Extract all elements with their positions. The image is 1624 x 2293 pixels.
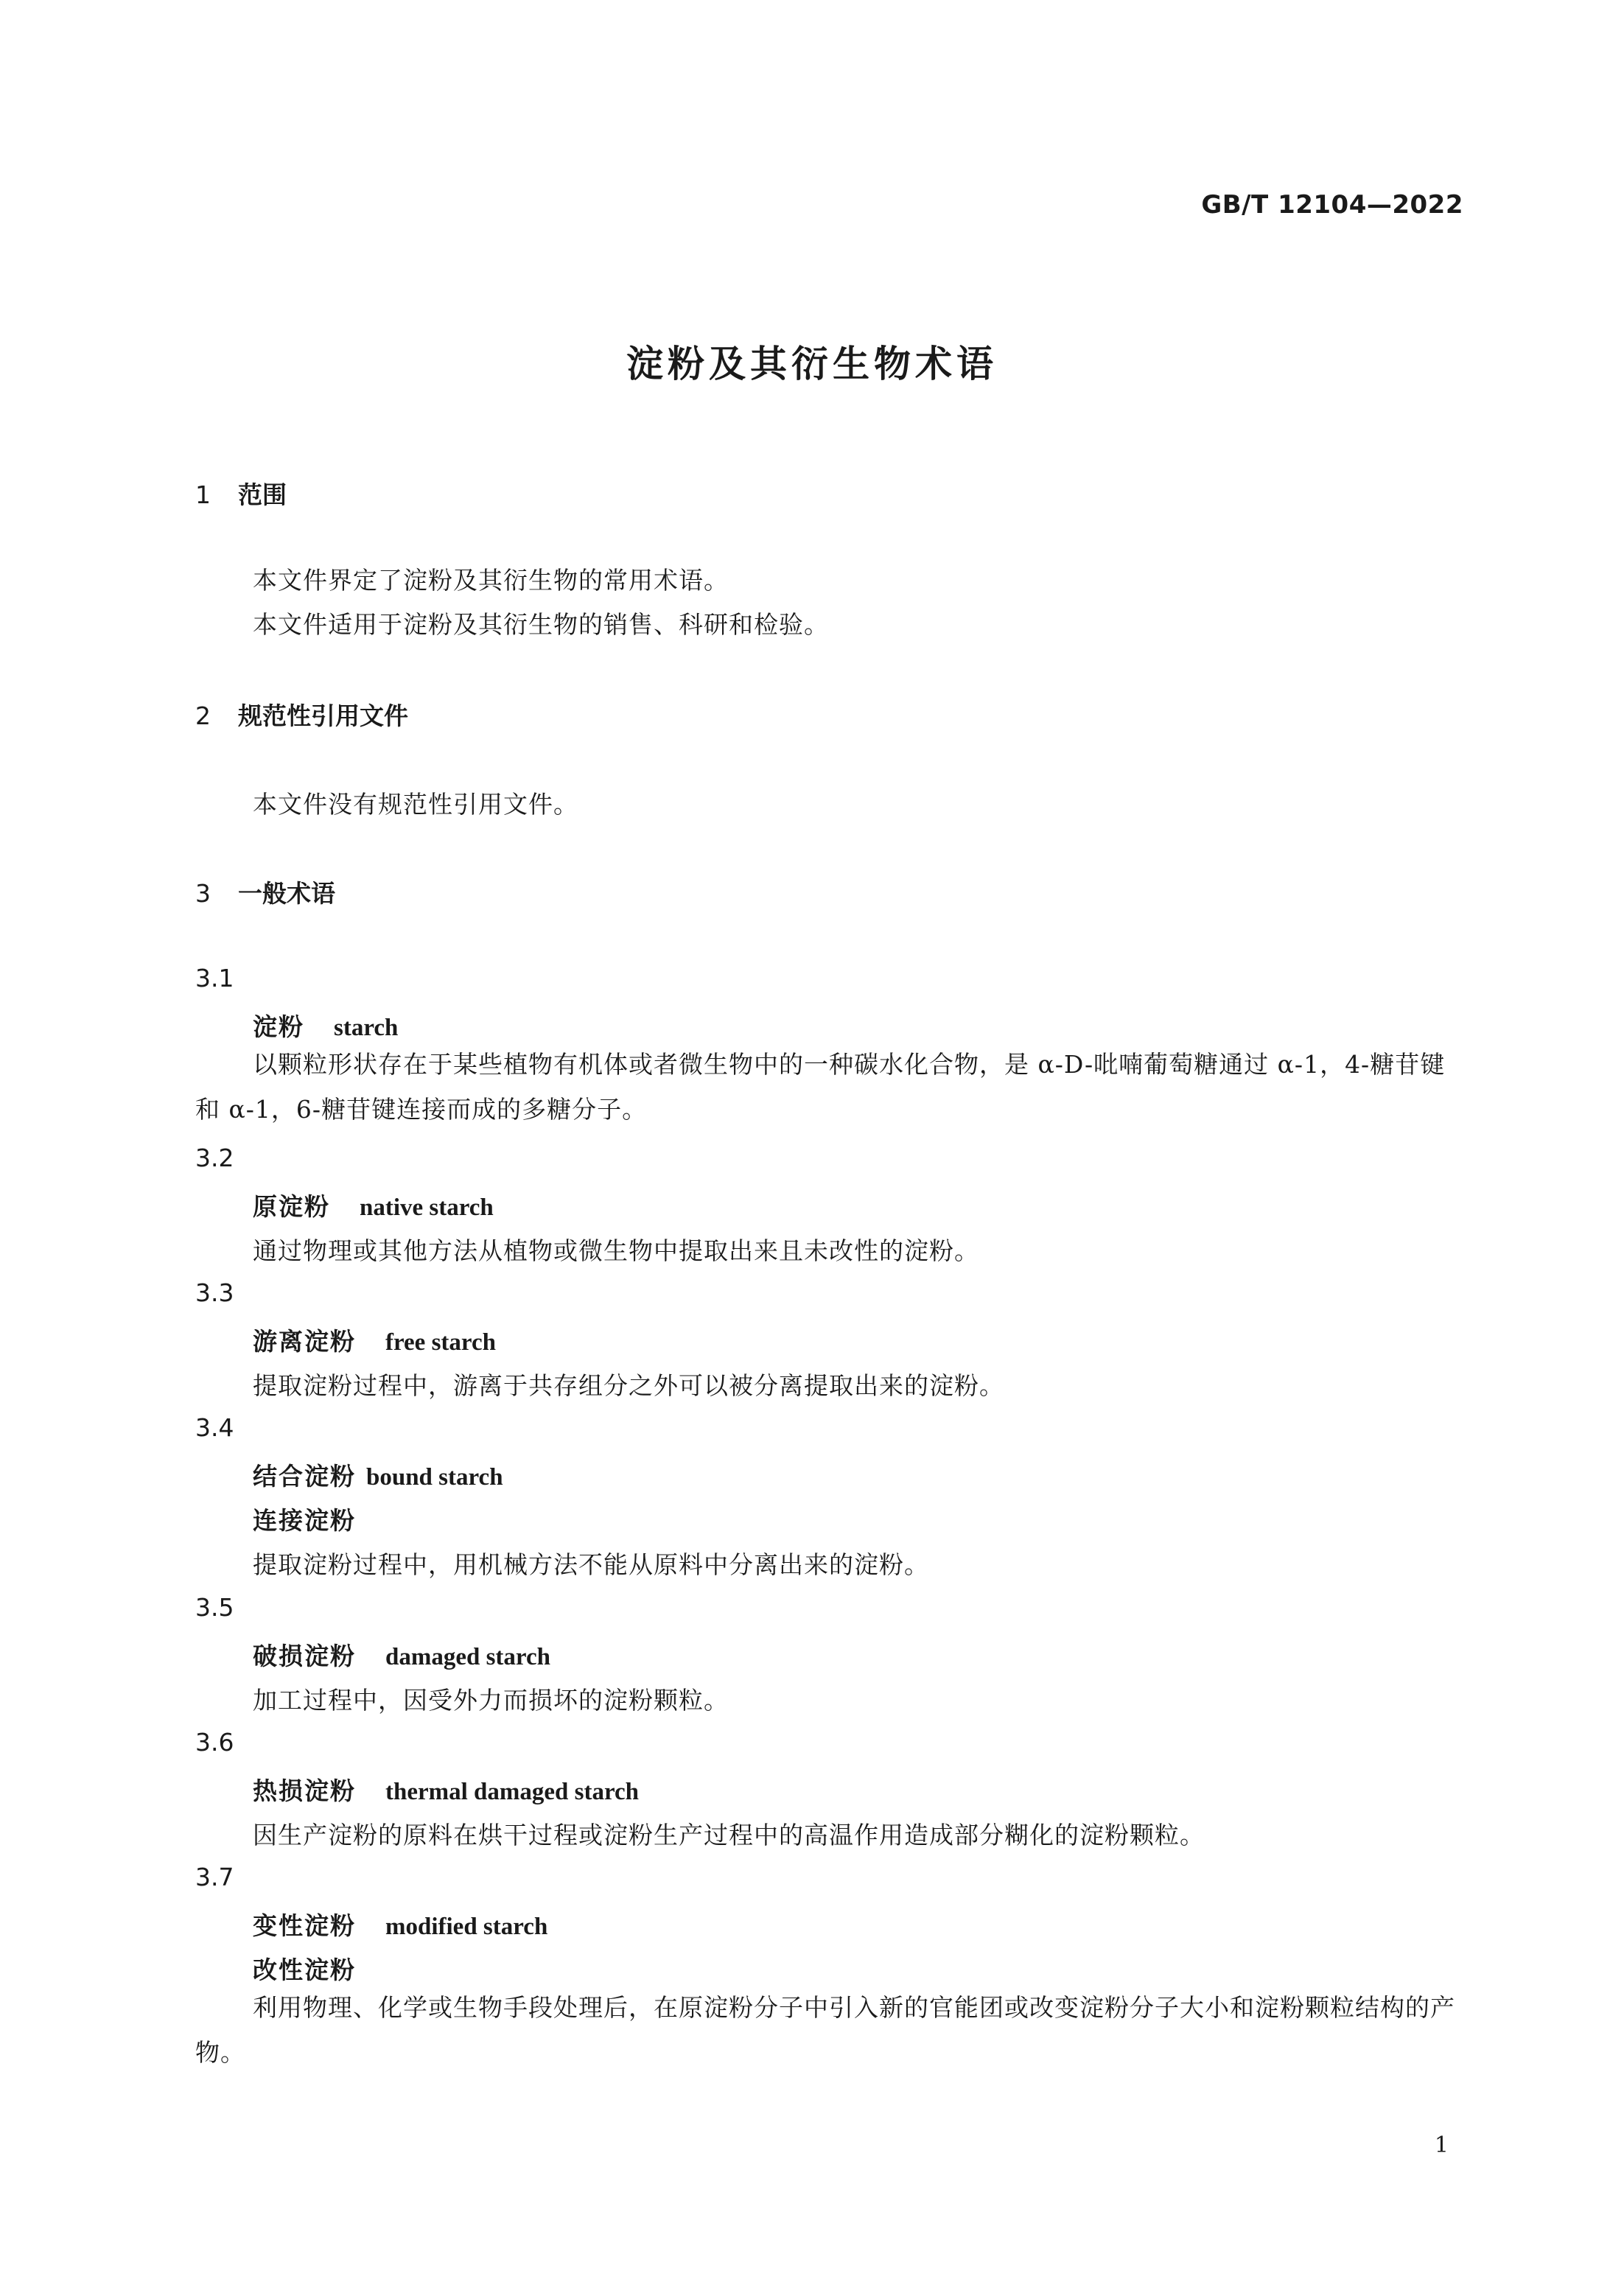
clause-heading-normative-references xyxy=(195,697,408,732)
scope-paragraph: 本文件适用于淀粉及其衍生物的销售、科研和检验。 xyxy=(253,610,829,639)
clause-heading-general-terms xyxy=(195,875,335,909)
term-number: 3.3 xyxy=(195,1278,234,1307)
term-name-en: modified starch xyxy=(385,1914,548,1940)
term-number: 3.5 xyxy=(195,1593,234,1622)
page-number: 1 xyxy=(1434,2132,1449,2158)
normative-references-paragraph: 本文件没有规范性引用文件。 xyxy=(253,790,578,819)
term-name-en: native starch xyxy=(360,1194,494,1221)
scope-paragraph: 本文件界定了淀粉及其衍生物的常用术语。 xyxy=(253,566,729,595)
term-name-en: bound starch xyxy=(366,1464,503,1491)
clause-number: 1 xyxy=(195,480,211,509)
clause-title: 范围 xyxy=(238,480,287,509)
term-number: 3.4 xyxy=(195,1413,234,1442)
clause-title: 一般术语 xyxy=(238,879,335,908)
term-definition: 提取淀粉过程中，用机械方法不能从原料中分离出来的淀粉。 xyxy=(253,1550,929,1579)
term-name-zh: 破损淀粉 xyxy=(253,1642,356,1670)
term-definition: 提取淀粉过程中，游离于共存组分之外可以被分离提取出来的淀粉。 xyxy=(253,1371,1004,1400)
term-name-zh: 原淀粉 xyxy=(253,1192,330,1221)
term-name-en: starch xyxy=(334,1015,399,1041)
term-name xyxy=(253,1457,503,1492)
term-name-zh: 热损淀粉 xyxy=(253,1776,356,1805)
term-name-en: damaged starch xyxy=(385,1644,550,1670)
term-name-en: thermal damaged starch xyxy=(385,1779,640,1805)
term-definition: 利用物理、化学或生物手段处理后，在原淀粉分子中引入新的官能团或改变淀粉分子大小和淀粉颗粒结构的产物。 xyxy=(195,1993,1455,2067)
term-definition: 以颗粒形状存在于某些植物有机体或者微生物中的一种碳水化合物，是 α-D-吡喃葡萄糖通过 α-1，4-糖苷键和 α-1，6-糖苷键连接而成的多糖分子。 xyxy=(195,1050,1446,1124)
term-name-en: free starch xyxy=(385,1329,496,1356)
clause-heading-scope xyxy=(195,476,287,511)
term-definition: 加工过程中，因受外力而损坏的淀粉颗粒。 xyxy=(253,1686,729,1715)
term-definition: 因生产淀粉的原料在烘干过程或淀粉生产过程中的高温作用造成部分糊化的淀粉颗粒。 xyxy=(253,1821,1205,1849)
term-name-zh: 淀粉 xyxy=(253,1012,304,1041)
term-number: 3.2 xyxy=(195,1144,234,1172)
standard-number: GB/T 12104—2022 xyxy=(1201,190,1463,220)
term-name-zh: 游离淀粉 xyxy=(253,1327,356,1356)
clause-number: 3 xyxy=(195,879,211,908)
term-alternative-name: 改性淀粉 xyxy=(253,1956,356,1984)
term-alternative-name: 连接淀粉 xyxy=(253,1506,356,1535)
term-number: 3.6 xyxy=(195,1728,234,1757)
term-number: 3.1 xyxy=(195,964,234,993)
document-title: 淀粉及其衍生物术语 xyxy=(626,343,998,385)
clause-number: 2 xyxy=(195,701,211,730)
term-name-zh: 结合淀粉 xyxy=(253,1462,356,1491)
term-definition: 通过物理或其他方法从植物或微生物中提取出来且未改性的淀粉。 xyxy=(253,1236,979,1265)
term-name xyxy=(253,1008,398,1043)
term-name xyxy=(253,1637,550,1672)
term-name-zh: 变性淀粉 xyxy=(253,1911,356,1940)
term-name xyxy=(253,1907,547,1942)
term-name xyxy=(253,1772,639,1807)
term-name xyxy=(253,1188,494,1222)
term-name xyxy=(253,1323,496,1357)
term-number: 3.7 xyxy=(195,1863,234,1891)
clause-title: 规范性引用文件 xyxy=(238,701,408,730)
